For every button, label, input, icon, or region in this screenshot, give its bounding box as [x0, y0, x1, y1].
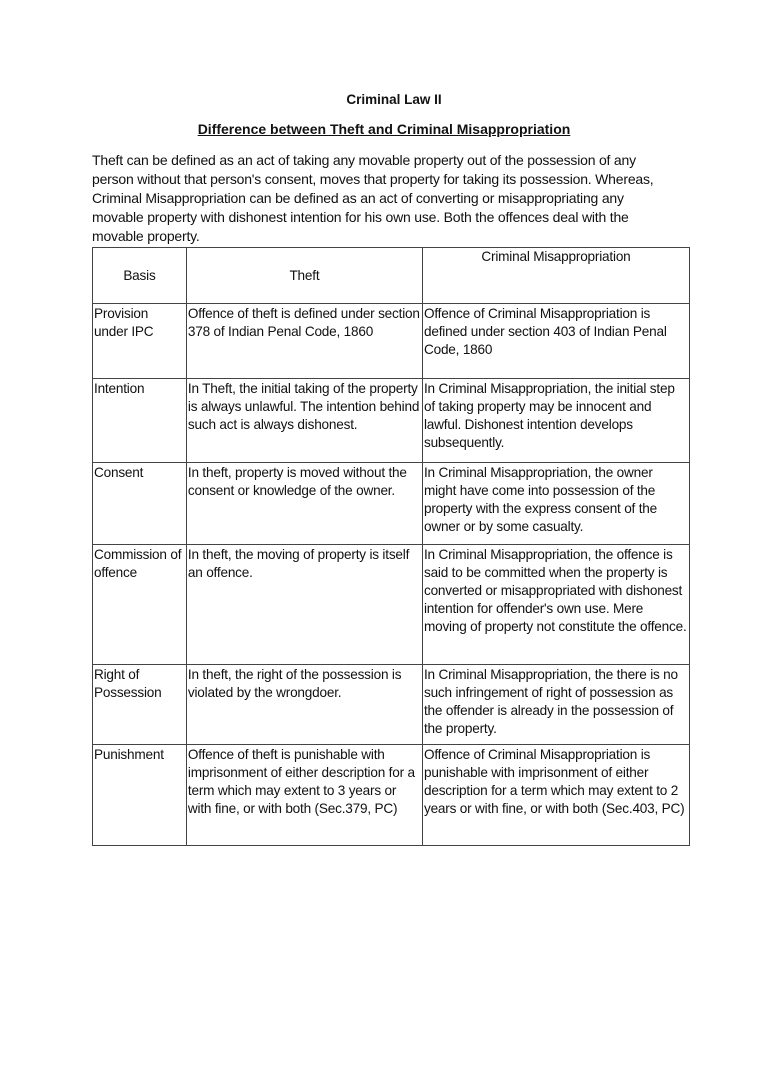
- basis-cell: Consent: [93, 463, 187, 545]
- intro-paragraph: Theft can be defined as an act of taking any movable property out of the possession of any person without that person's consent, moves that property for taking its possession. Whereas, Criminal Misappropriation can be defined as an act of converting or misappropriating any movable property with dishonest intention for his own use. Both the offences deal with the movable property.: [92, 152, 654, 244]
- theft-cell: In theft, property is moved without the consent or knowledge of the owner.: [186, 463, 422, 545]
- header-basis: Basis: [93, 248, 187, 304]
- table-row: [93, 463, 690, 545]
- basis-cell: Intention: [93, 379, 187, 463]
- basis-cell: Right of Possession: [93, 665, 187, 745]
- table-row: [93, 304, 690, 379]
- table-row: [93, 545, 690, 665]
- cm-cell: In Criminal Misappropriation, the offence is said to be committed when the property is converted or misappropriated with dishonest intention for offender's own use. Mere moving of property not constitute the offence.: [422, 545, 689, 665]
- comparison-table: [92, 247, 690, 846]
- header-theft: Theft: [186, 248, 422, 304]
- cm-cell: Offence of Criminal Misappropriation is defined under section 403 of Indian Penal Code, 1860: [422, 304, 689, 379]
- basis-cell: Punishment: [93, 745, 187, 846]
- basis-cell: Provision under IPC: [93, 304, 187, 379]
- header-criminal-misappropriation: Criminal Misappropriation: [422, 248, 689, 304]
- theft-cell: Offence of theft is punishable with imprisonment of either description for a term which may extent to 3 years or with fine, or with both (Sec.379, PC): [186, 745, 422, 846]
- cm-cell: Offence of Criminal Misappropriation is punishable with imprisonment of either description for a term which may extent to 2 years or with fine, or with both (Sec.403, PC): [422, 745, 689, 846]
- cm-cell: In Criminal Misappropriation, the there is no such infringement of right of possession as the offender is already in the possession of the property.: [422, 665, 689, 745]
- theft-cell: In theft, the moving of property is itself an offence.: [186, 545, 422, 665]
- table-row: [93, 745, 690, 846]
- theft-cell: In theft, the right of the possession is violated by the wrongdoer.: [186, 665, 422, 745]
- basis-cell: Commission of offence: [93, 545, 187, 665]
- theft-cell: Offence of theft is defined under section 378 of Indian Penal Code, 1860: [186, 304, 422, 379]
- cm-cell: In Criminal Misappropriation, the owner might have come into possession of the property with the express consent of the owner or by some casualty.: [422, 463, 689, 545]
- cm-cell: In Criminal Misappropriation, the initial step of taking property may be innocent and lawful. Dishonest intention develops subsequently.: [422, 379, 689, 463]
- table-header-row: [93, 248, 690, 304]
- theft-cell: In Theft, the initial taking of the property is always unlawful. The intention behind such act is always dishonest.: [186, 379, 422, 463]
- table-row: [93, 379, 690, 463]
- document-subtitle: Difference between Theft and Criminal Misappropriation: [197, 121, 571, 137]
- table-row: [93, 665, 690, 745]
- document-title: Criminal Law II: [346, 92, 442, 107]
